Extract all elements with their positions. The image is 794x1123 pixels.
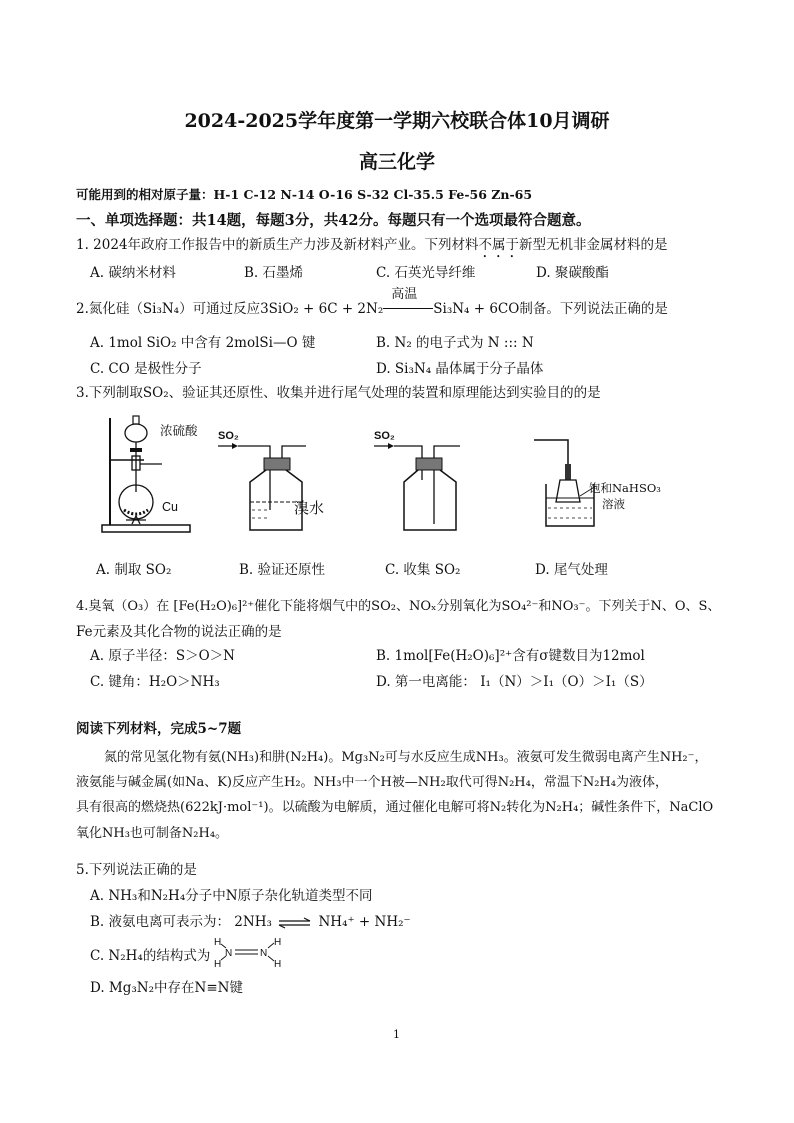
inverted-funnel [556, 480, 580, 502]
reading-line-1: 氮的常见氢化物有氨(NH₃)和肼(N₂H₄)。Mg₃N₂可与水反应生成NH₃。液氨可发生微弱电离产生NH₂⁻， [104, 750, 708, 765]
funnel-stopper [133, 416, 139, 424]
svg-text:N: N [260, 948, 268, 959]
q1-option-d: D. 聚碳酸酯 [536, 265, 609, 281]
q2-equation-right: Si₃N₄ + 6CO [433, 301, 520, 317]
q2-reaction-arrow [383, 287, 433, 313]
collection-bottle [404, 470, 456, 530]
label-so2-c: SO₂ [374, 430, 395, 442]
q2-condition: 高温 [391, 287, 418, 302]
q5-stem: 5.下列说法正确的是 [76, 862, 197, 878]
page-number: 1 [393, 1028, 400, 1041]
q4-stem-line1: 4.臭氧（O₃）在 [Fe(H₂O)₆]²⁺催化下能将烟气中的SO₂、NOₓ分别氧化为SO₄²⁻和NO₃⁻。下列关于N、O、S、 [76, 599, 721, 614]
q3-option-b: B. 验证还原性 [239, 562, 326, 578]
q2-option-a: A. 1mol SiO₂ 中含有 2molSi—O 键 [90, 335, 316, 351]
q5-option-d: D. Mg₃N₂中存在N≡N键 [90, 980, 243, 996]
reading-line-4: 氧化NH₃也可制备N₂H₄。 [76, 826, 229, 841]
svg-text:H: H [274, 937, 282, 948]
stopper [264, 458, 290, 470]
separatory-funnel [125, 424, 147, 442]
q1-stem [76, 233, 668, 261]
atomic-masses: 可能用到的相对原子量：H-1 C-12 N-14 O-16 S-32 Cl-35.5 Fe-56 Zn-65 [76, 187, 533, 202]
reading-line-2: 液氨能与碱金属(如Na、K)反应产生H₂。NH₃中一个H被—NH₂取代可得N₂H₄，常温下N₂H₄为液体， [76, 775, 668, 790]
label-nahso3: 饱和NaHSO₃ [589, 481, 661, 495]
svg-text:H: H [274, 959, 282, 970]
q2-equation-left: 3SiO₂ + 6C + 2N₂ [260, 301, 384, 317]
svg-text:N: N [225, 948, 233, 959]
funnel-stopcock [130, 448, 142, 452]
rubber-tube [565, 464, 571, 480]
inlet-tube [238, 446, 270, 510]
q3-stem: 3.下列制取SO₂、验证其还原性、收集并进行尾气处理的装置和原理能达到实验目的的是 [76, 385, 601, 401]
label-concentrated-acid: 浓硫酸 [160, 423, 198, 438]
q2-stem [76, 287, 668, 317]
reading-line-3: 具有很高的燃烧热(622kJ·mol⁻¹)。以硫酸为电解质，通过催化电解可将N₂转化为N₂H₄；碱性条件下，NaClO [76, 800, 714, 815]
q1-stem-post: 新型无机非金属材料的是 [519, 237, 668, 253]
q1-option-b: B. 石墨烯 [244, 265, 304, 281]
q2-option-d: D. Si₃N₄ 晶体属于分子晶体 [376, 361, 544, 377]
q4-option-d: D. 第一电离能： I₁（N）＞I₁（O）＞I₁（S） [376, 674, 653, 690]
q2-option-b: B. N₂ 的电子式为 N ::: N [376, 335, 534, 351]
apparatus-a-diagram [96, 408, 216, 536]
stopper [416, 458, 442, 470]
label-so2-b: SO₂ [218, 430, 239, 442]
apparatus-b-diagram [214, 440, 324, 536]
q4-stem-line2: Fe元素及其化合物的说法正确的是 [76, 624, 282, 640]
apparatus-c-diagram [370, 440, 470, 536]
q5-option-a: A. NH₃和N₂H₄分子中N原子杂化轨道类型不同 [90, 888, 373, 904]
svg-text:H: H [214, 959, 222, 970]
q1-stem-emphasis: 不属于 [478, 237, 520, 253]
q4-option-b: B. 1mol[Fe(H₂O)₆]²⁺含有σ键数目为12mol [376, 648, 645, 664]
q2-stem-pre: 2.氮化硅（Si₃N₄）可通过反应 [76, 301, 261, 317]
exam-title: 2024-2025学年度第一学期六校联合体10月调研 [184, 110, 610, 132]
q1-option-a: A. 碳纳米材料 [90, 265, 176, 281]
beaker [546, 484, 594, 526]
delivery-tube [534, 440, 568, 480]
q5-option-b-text: B. 液氨电离可表示为： 2NH₃ [90, 914, 272, 930]
label-bromine-water: 溴水 [294, 499, 325, 517]
q2-stem-post: 制备。下列说法正确的是 [519, 301, 668, 317]
q3-option-a: A. 制取 SO₂ [96, 562, 172, 578]
reading-heading: 阅读下列材料，完成5~7题 [76, 721, 242, 737]
stand-base [102, 525, 190, 532]
q3-option-c: C. 收集 SO₂ [385, 562, 461, 578]
q5-option-b-products: NH₄⁺ + NH₂⁻ [318, 914, 411, 930]
equilibrium-arrow [276, 917, 314, 929]
hydrazine-structure [212, 934, 292, 970]
q4-option-c: C. 键角：H₂O＞NH₃ [90, 674, 220, 690]
q5-option-c: C. N₂H₄的结构式为 [90, 948, 211, 964]
q2-option-c: C. CO 是极性分子 [90, 361, 202, 377]
q4-option-a: A. 原子半径：S＞O＞N [90, 648, 235, 664]
label-copper: Cu [162, 500, 178, 514]
q1-stem-pre: 1. 2024年政府工作报告中的新质生产力涉及新材料产业。下列材料 [76, 237, 479, 253]
q3-option-d: D. 尾气处理 [535, 562, 608, 578]
q5-option-b [90, 910, 411, 930]
label-solution: 溶液 [602, 497, 625, 511]
exam-subtitle: 高三化学 [358, 151, 435, 173]
svg-text:H: H [214, 937, 222, 948]
q1-option-c: C. 石英光导纤维 [376, 265, 476, 281]
section-heading: 一、单项选择题：共14题，每题3分，共42分。每题只有一个选项最符合题意。 [76, 212, 591, 229]
